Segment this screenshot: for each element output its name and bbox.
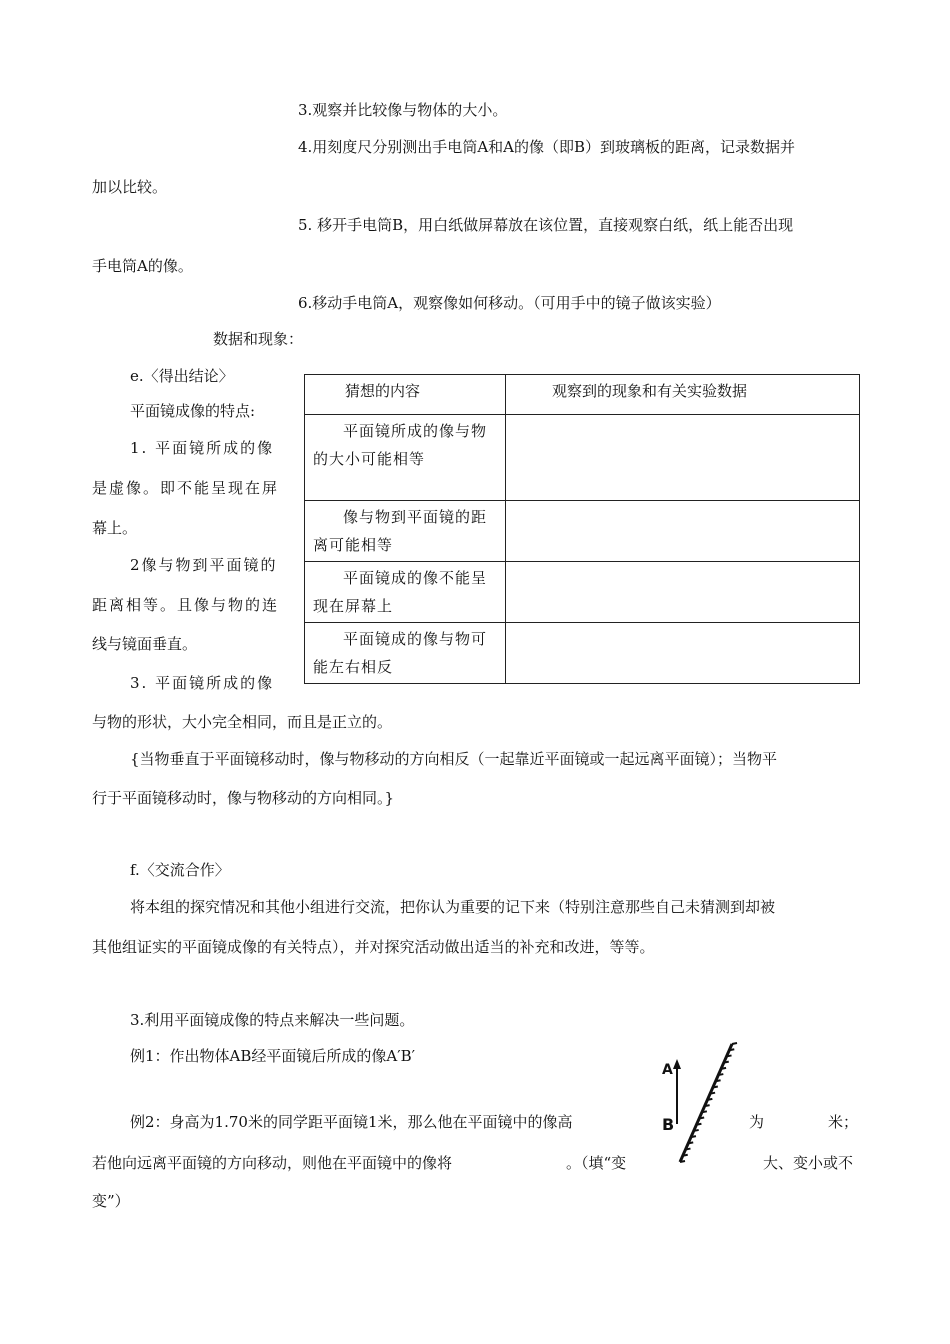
- conclusion-p2-line1: 2像与物到平面镜的: [130, 556, 278, 574]
- conclusion-p1-line1: 1. 平面镜所成的像: [130, 439, 275, 457]
- example-2-line2c: 大、变小或不: [763, 1154, 854, 1172]
- example-2-line2b: 。（填“变: [566, 1154, 627, 1172]
- step-5-line1: 5. 移开手电筒B，用白纸做屏幕放在该位置，直接观察白纸，纸上能否出现: [298, 216, 794, 234]
- table-row: [305, 623, 860, 684]
- mirror-figure: [658, 1038, 738, 1168]
- table-cell-guess: 平面镜成的像与物可能左右相反: [313, 630, 488, 676]
- experiment-table: [304, 374, 860, 684]
- step-4-line1: 4.用刻度尺分别测出手电筒A和A的像（即B）到玻璃板的距离，记录数据并: [298, 138, 796, 156]
- mirror-hatch: [732, 1043, 737, 1044]
- conclusion-p1-line3: 幕上。: [92, 519, 138, 537]
- mirror-hatch: [710, 1093, 715, 1094]
- label-b: B: [662, 1115, 675, 1134]
- example-2-line2a: 若他向远离平面镜的方向移动，则他在平面镜中的像将: [92, 1154, 453, 1172]
- table-header-guess: 猜想的内容: [305, 375, 506, 415]
- exchange-line2: 其他组证实的平面镜成像的有关特点），并对探究活动做出适当的补充和改进，等等。: [92, 938, 655, 956]
- example-2-word-mi: 米；: [828, 1113, 859, 1131]
- example-2-word-wei: 为: [749, 1113, 765, 1131]
- table-cell-guess: 像与物到平面镜的距离可能相等: [313, 508, 488, 554]
- mirror-hatch: [721, 1068, 726, 1069]
- conclusion-p3-line2: 与物的形状，大小完全相同，而且是正立的。: [92, 713, 393, 731]
- table-header-row: [305, 375, 860, 415]
- example-2-line1: 例2：身高为1.70米的同学距平面镜1米，那么他在平面镜中的像高: [130, 1113, 573, 1131]
- data-label: 数据和现象：: [213, 330, 304, 348]
- mirror-hatch: [688, 1142, 693, 1143]
- table-cell-data[interactable]: [506, 415, 860, 501]
- step-3: 3.观察并比较像与物体的大小。: [298, 101, 508, 119]
- mirror-hatch: [702, 1111, 707, 1112]
- example-2-line3: 变”）: [92, 1192, 130, 1210]
- mirror-hatch: [718, 1074, 723, 1075]
- step-5-line2: 手电筒A的像。: [92, 257, 193, 275]
- conclusion-heading: e.〈得出结论〉: [130, 367, 234, 385]
- mirror-hatch: [680, 1161, 685, 1162]
- conclusion-note-line1: {当物垂直于平面镜移动时，像与物移动的方向相反（一起靠近平面镜或一起远离平面镜）；当物平: [130, 750, 778, 768]
- table-row: [305, 501, 860, 562]
- table-cell-data[interactable]: [506, 623, 860, 684]
- table-cell-data[interactable]: [506, 501, 860, 562]
- mirror-hatch: [727, 1055, 732, 1056]
- step-4-line2: 加以比较。: [92, 178, 168, 196]
- mirror-hatch: [707, 1099, 712, 1100]
- mirror-hatch: [696, 1124, 701, 1125]
- conclusion-p2-line3: 线与镜面垂直。: [92, 635, 198, 653]
- table-cell-guess: 平面镜成的像不能呈现在屏幕上: [313, 569, 488, 615]
- label-a: A: [662, 1062, 673, 1078]
- mirror-hatch: [694, 1130, 699, 1131]
- table-header-data: 观察到的现象和有关实验数据: [506, 375, 860, 415]
- conclusion-subheading: 平面镜成像的特点:: [130, 402, 256, 420]
- mirror-hatch: [713, 1086, 718, 1087]
- mirror-hatch: [724, 1062, 729, 1063]
- table-cell-guess: 平面镜所成的像与物的大小可能相等: [313, 422, 488, 468]
- conclusion-note-line2: 行于平面镜移动时，像与物移动的方向相同。}: [92, 789, 395, 807]
- mirror-hatch: [716, 1080, 721, 1081]
- mirror-hatch: [729, 1049, 734, 1050]
- mirror-hatch: [683, 1155, 688, 1156]
- table-cell-data[interactable]: [506, 562, 860, 623]
- exchange-line1: 将本组的探究情况和其他小组进行交流，把你认为重要的记下来（特别注意那些自己未猜测到却被: [130, 898, 776, 916]
- mirror-hatch: [705, 1105, 710, 1106]
- example-1: 例1：作出物体AB经平面镜后所成的像A′B′: [130, 1047, 416, 1065]
- mirror-hatch: [699, 1118, 704, 1119]
- conclusion-p1-line2: 是虚像。即不能呈现在屏: [92, 479, 280, 497]
- table-row: [305, 562, 860, 623]
- conclusion-p2-line2: 距离相等。且像与物的连: [92, 596, 280, 614]
- conclusion-p3-line1: 3. 平面镜所成的像: [130, 674, 275, 692]
- application-heading: 3.利用平面镜成像的特点来解决一些问题。: [130, 1011, 415, 1029]
- step-6: 6.移动手电筒A，观察像如何移动。（可用手中的镜子做该实验）: [298, 294, 721, 312]
- exchange-heading: f.〈交流合作〉: [130, 861, 230, 879]
- plane-mirror: [680, 1043, 737, 1162]
- mirror-hatch: [691, 1136, 696, 1137]
- table-row: [305, 415, 860, 501]
- mirror-hatch: [685, 1149, 690, 1150]
